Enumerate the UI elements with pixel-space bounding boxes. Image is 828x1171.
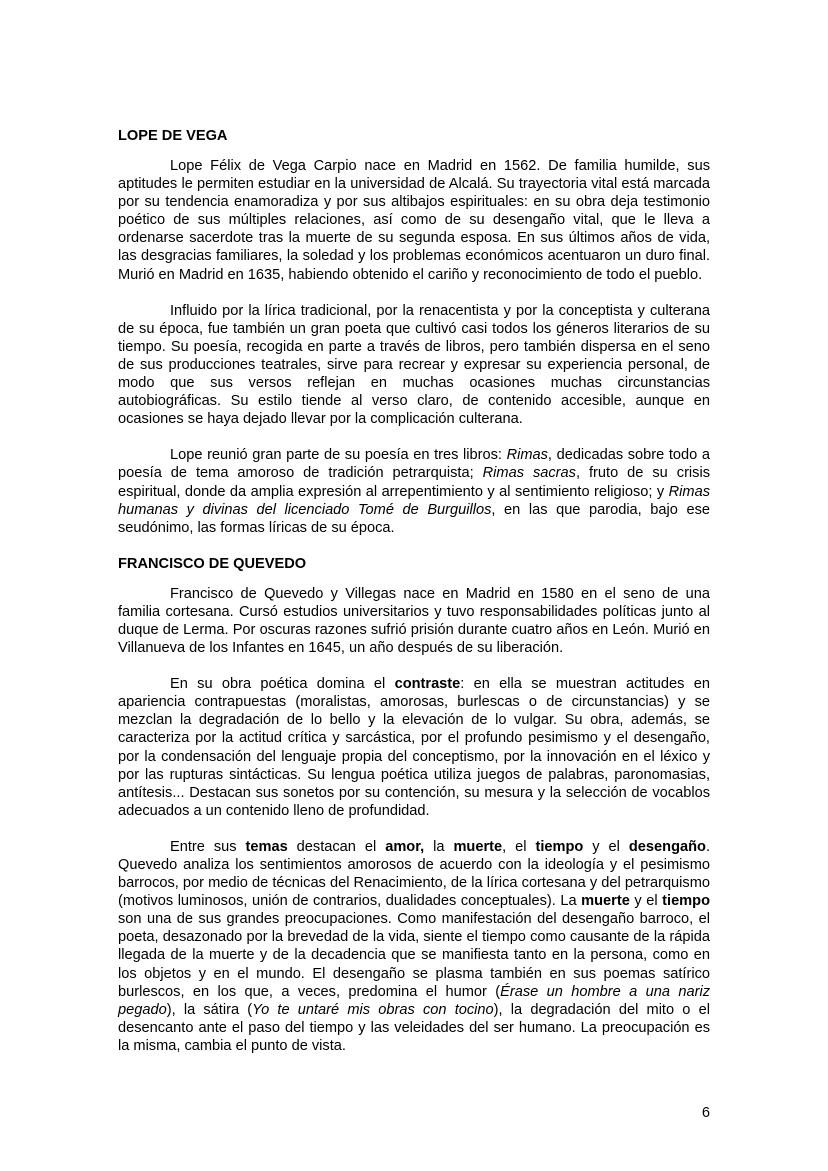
text-run: En su obra poética domina el [170, 676, 395, 693]
text-run: la [424, 838, 454, 855]
paragraph [118, 838, 710, 1055]
paragraph [118, 157, 710, 284]
bold-term: amor, [385, 838, 425, 855]
bold-term: desengaño [628, 838, 706, 855]
page-number: 6 [701, 1105, 710, 1121]
bold-term: temas [245, 838, 288, 855]
section-heading: FRANCISCO DE QUEVEDO [118, 555, 307, 572]
text-run: , el [502, 838, 536, 855]
text-run: ), la degradación del mito o el desencanto ante el paso del tiempo y las veleidades del ser humano. La preocupación es la misma, cambia el punto de vista. [118, 1001, 710, 1054]
italic-title: Yo te untaré mis obras con tocino [252, 1001, 494, 1018]
section-francisco-de-quevedo [118, 555, 710, 1055]
text-run: , fruto de su crisis espiritual, donde da amplia expresión al arrepentimiento y al sentimiento religioso; y [118, 465, 711, 500]
italic-title: Érase un hombre a una nariz pegado [118, 983, 710, 1018]
paragraph [118, 302, 710, 429]
text-run: , en las que parodia, bajo ese seudónimo, las formas líricas de su época. [118, 501, 710, 536]
text-run: , dedicadas sobre todo a poesía de tema amoroso de tradición petrarquista; [118, 447, 710, 482]
bold-term: tiempo [662, 893, 710, 910]
paragraph [118, 446, 710, 536]
text-run: ), la sátira ( [166, 1001, 253, 1018]
text-run: destacan el [287, 838, 386, 855]
paragraph [118, 675, 710, 820]
bold-term: muerte [453, 838, 503, 855]
text-run: y el [583, 838, 629, 855]
text-run: Entre sus [170, 838, 246, 855]
text-run: Lope reunió gran parte de su poesía en tres libros: [170, 447, 507, 464]
bold-term: tiempo [535, 838, 584, 855]
text-run: : en ella se muestran actitudes en apariencia contrapuestas (moralistas, amorosas, burlescas o de circunstancias) y se mezclan la degradación de lo bello y la elevación de lo vulgar. Su obra, además, se caracteriza por la actitud crítica y sarcástica, por el profundo pesimismo y el desengaño, por la condensación del lenguaje propia del conceptismo, por la innovación en el léxico y por las rupturas sintácticas. Su lengua poética utiliza juegos de palabras, paronomasias, antítesis... Destacan sus sonetos por su contención, su mesura y la selección de vocablos adecuados a un contenido lleno de profundidad. [118, 676, 710, 819]
italic-title: Rimas [506, 447, 548, 464]
italic-title: Rimas humanas y divinas del licenciado Tomé de Burguillos [118, 483, 710, 518]
text-run: Influido por la lírica tradicional, por la renacentista y por la conceptista y culterana de su época, fue también un gran poeta que cultivó casi todos los géneros literarios de su tiempo. Su poesía, recogida en parte a través de libros, pero también dispersa en el seno de sus producciones teatrales, sirve para recrear y expresar su experiencia personal, de modo que sus versos reflejan en muchas ocasiones muchas circunstancias autobiográficas. Su estilo tiende al verso claro, de contenido accesible, aunque en ocasiones se haya dejado llevar por la complicación culterana. [118, 302, 710, 428]
bold-term: muerte [581, 893, 630, 910]
italic-title: Rimas sacras [482, 465, 576, 482]
text-run: . Quevedo analiza los sentimientos amorosos de acuerdo con la ideología y el pesimismo barrocos, por medio de técnicas del Renacimiento, de la lírica cortesana y del petrarquismo (motivos luminosos, unión de contrarios, dualidades conceptuales). La [118, 838, 710, 910]
text-run: Francisco de Quevedo y Villegas nace en Madrid en 1580 en el seno de una familia cortesana. Cursó estudios universitarios y tuvo responsabilidades políticas junto al duque de Lerma. Por oscuras razones sufrió prisión durante cuatro años en León. Murió en Villanueva de los Infantes en 1645, un año después de su liberación. [118, 585, 710, 657]
text-run: y el [629, 893, 663, 910]
text-run: son una de sus grandes preocupaciones. Como manifestación del desengaño barroco, el poeta, desazonado por la brevedad de la vida, siente el tiempo como causante de la rápida llegada de la muerte y de la decadencia que se manifiesta tanto en la persona, como en los objetos y en el mundo. El desengaño se plasma también en sus poemas satírico burlescos, en los que, a veces, predomina el humor ( [118, 911, 710, 1000]
text-run: Lope Félix de Vega Carpio nace en Madrid en 1562. De familia humilde, sus aptitudes le permiten estudiar en la universidad de Alcalá. Su trayectoria vital está marcada por su tendencia enamoradiza y por sus altibajos espirituales: en su obra deja testimonio poético de sus múltiples relaciones, así como de su desengaño vital, que le lleva a ordenarse sacerdote tras la muerte de su segunda esposa. En sus últimos años de vida, las desgracias familiares, la soledad y los problemas económicos acentuaron un duro final. Murió en Madrid en 1635, habiendo obtenido el cariño y reconocimiento de todo el pueblo. [118, 158, 710, 283]
document-body [118, 127, 710, 1073]
section-lope-de-vega [118, 127, 710, 537]
paragraph [118, 585, 710, 657]
bold-term: contraste [394, 676, 461, 693]
section-heading: LOPE DE VEGA [118, 128, 228, 144]
